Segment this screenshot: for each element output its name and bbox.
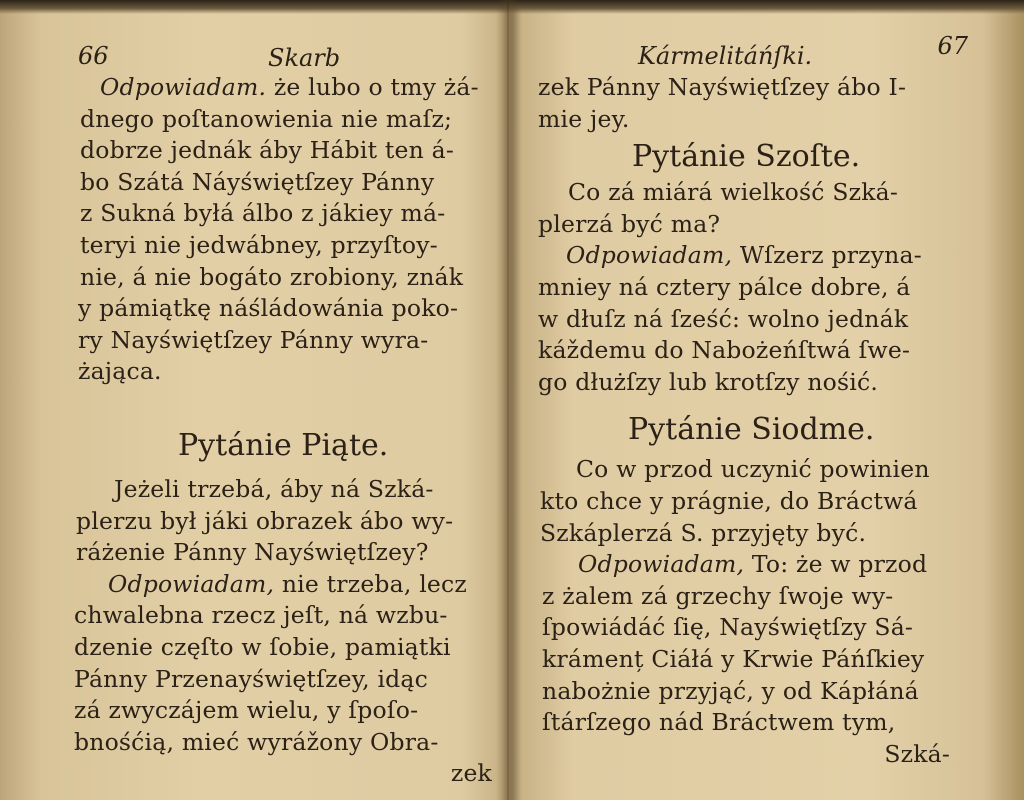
question-heading: Pytánie Piąte. [178,427,389,463]
continued-text [532,72,980,135]
text-line: z Sukná byłá álbo z jákiey má- [80,199,446,228]
answer-block [62,72,502,388]
text-line: Odpowiadam, Wſzerz przyna- [566,241,922,270]
text-line: káždemu do Nabożeńſtwá ſwe- [538,336,911,365]
text-line: dobrze jednák áby Hábit ten á- [80,136,455,165]
answer-lead: Odpowiadam, [578,550,745,579]
text-line: y pámiątkę náśládowánia poko- [78,294,459,323]
text-line: bo Szátá Náyświętſzey Pánny [80,167,435,196]
page-number: 66 [78,42,109,70]
text-line: Jeżeli trzebá, áby ná Szká- [114,474,434,503]
text-line: plerzu był jáki obrazek ábo wy- [76,506,454,535]
question-block [62,474,502,790]
running-head: Kármelitáńſki. [638,42,813,70]
text-line: kto chce y prágnie, do Bráctwá [540,486,918,515]
text-line: dzenie częſto w ſobie, pamiątki [74,632,451,661]
text-line: dnego poſtanowienia nie maſz; [80,104,453,133]
text-line: żająca. [78,357,162,386]
text-line: ry Nayświętſzey Pánny wyra- [78,325,429,354]
text-line: ráżenie Pánny Nayświętſzey? [76,538,429,567]
answer-lead: Odpowiadam, [108,569,275,598]
text-line: Co zá miárá wielkość Szká- [568,178,898,207]
text-line: Co w przod uczynić powinien [576,455,930,484]
text-line: teryi nie jedwábney, przyſtoy- [80,230,438,259]
text-line: Szkáplerzá S. przyjęty być. [540,518,867,547]
text-line: ſtárſzego nád Bráctwem tym, [542,708,896,737]
text-line: go dłużſzy lub krotſzy nośić. [538,367,879,396]
text-line: ſpowiádáć ſię, Nayświętſzy Sá- [542,613,914,642]
text-line: zá zwyczájem wielu, y ſpoſo- [74,696,419,725]
text-line: w dłuſz ná ſześć: wolno jednák [538,304,909,333]
text-line: mniey ná cztery pálce dobre, á [538,272,911,301]
text-line: mie jey. [538,104,630,133]
question-block [532,177,980,398]
text-line: chwalebna rzecz jeſt, ná wzbu- [74,601,448,630]
question-heading: Pytánie Szoſte. [632,139,861,175]
running-head: Skarb [268,44,341,72]
text-line: Odpowiadam, To: że w przod [578,550,928,579]
text-line: nabożnie przyjąć, y od Kápłáná [542,676,919,705]
text-line: zek Pánny Nayświętſzey ábo I- [538,73,907,101]
right-page [532,30,980,790]
answer-lead: Odpowiadam, [566,241,733,270]
text-line: plerzá być ma? [538,209,721,238]
text-line: bnośćią, mieć wyrážony Obra- [74,727,439,756]
left-page-header [62,30,502,72]
catchword: Szká- [884,739,950,768]
right-page-header [532,30,980,72]
text-line: nie, á nie bogáto zrobiony, znák [80,262,464,291]
text-line: krámenț Ciáłá y Krwie Páńſkiey [542,644,925,673]
question-block [532,454,980,770]
page-number: 67 [937,32,968,60]
text-line: Odpowiadam, nie trzeba, lecz [108,569,467,598]
text-line: z żalem zá grzechy ſwoje wy- [542,581,894,610]
catchword: zek [450,759,492,788]
question-heading: Pytánie Siodme. [628,412,875,448]
text-line: Pánny Przenayświętſzey, idąc [74,664,428,693]
left-page [62,30,502,790]
text-line: Odpowiadam. że lubo o tmy żá- [100,73,479,101]
answer-lead: Odpowiadam. [100,73,267,101]
